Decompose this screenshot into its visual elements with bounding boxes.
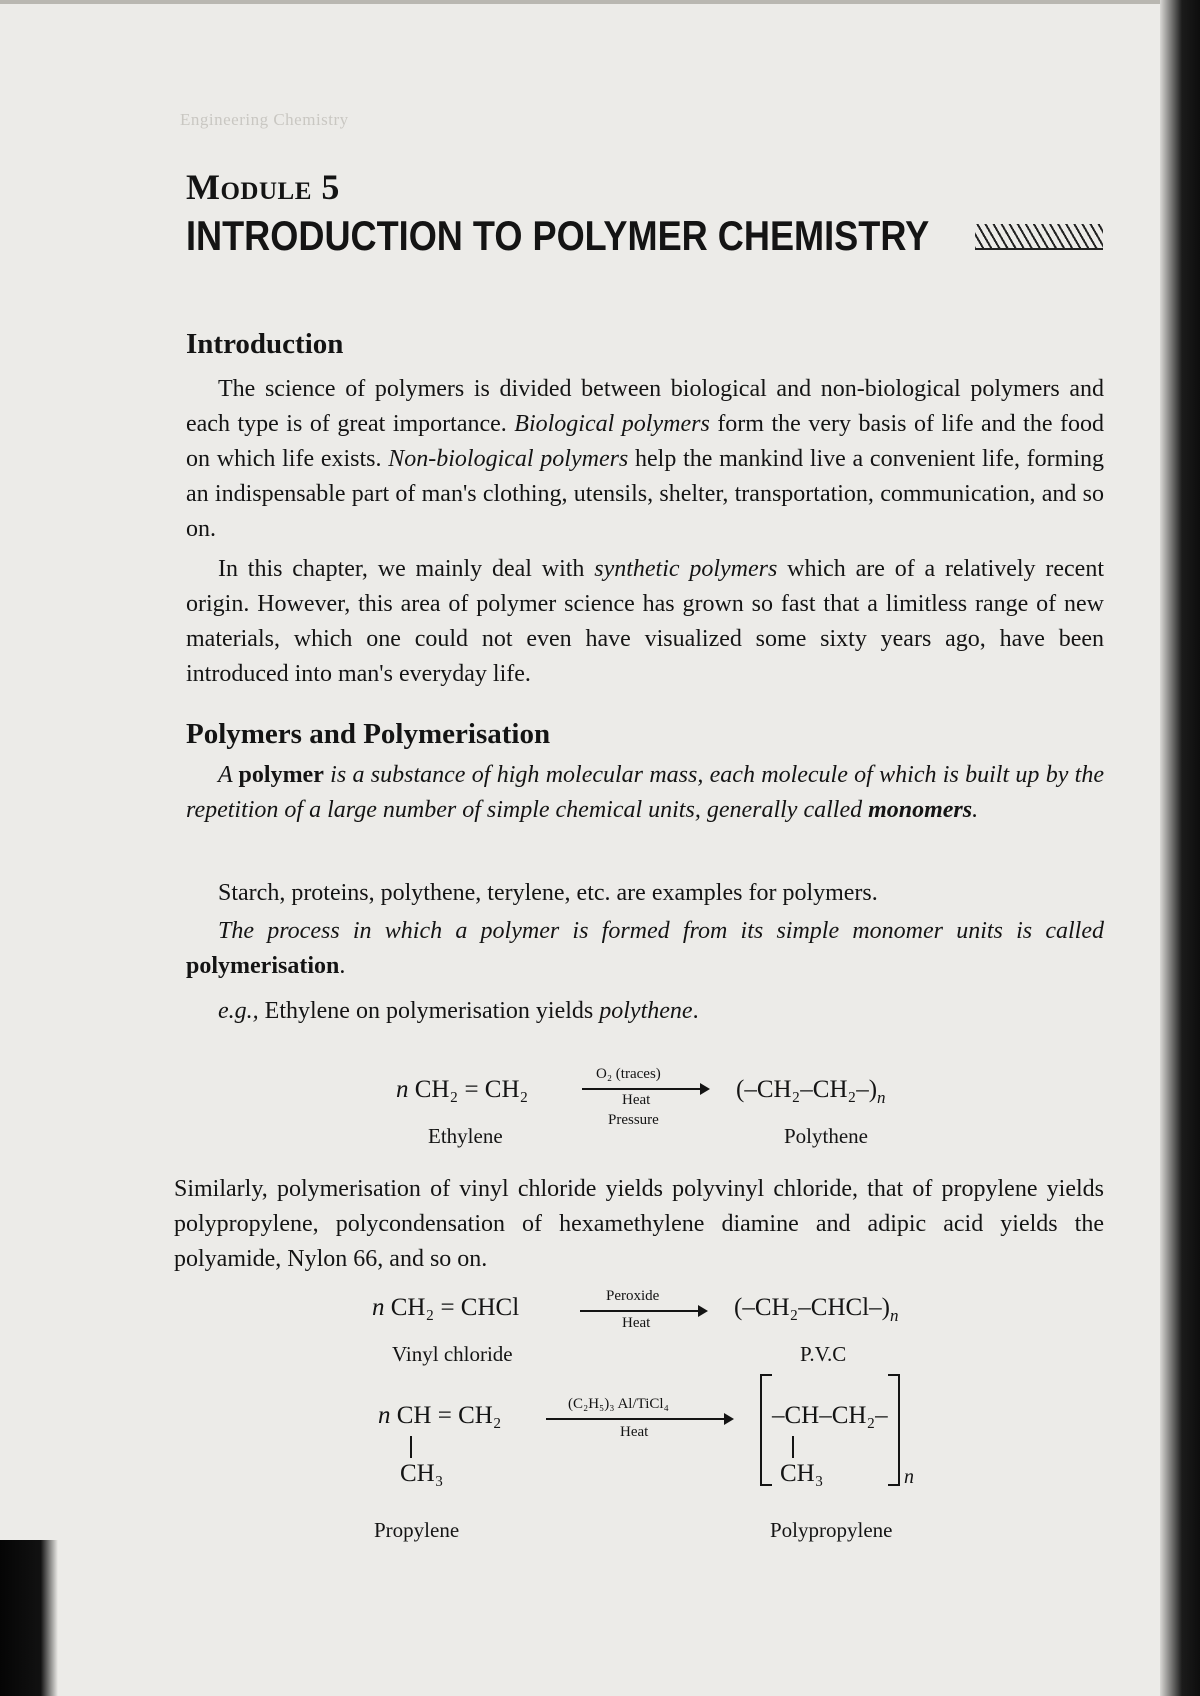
product-branch: CH₃ — [780, 1460, 824, 1487]
subscript: n — [889, 1306, 899, 1325]
product-formula — [736, 1076, 886, 1108]
intro-paragraph-2 — [186, 552, 1104, 692]
coefficient: n — [378, 1402, 391, 1429]
similarly-paragraph: Similarly, polymerisation of vinyl chloride yields polyvinyl chloride, that of propylene yields polypropylene, polycondensation of hexamethylene diamine and adipic acid yields the polyamide, Nylon 66, and so on. — [174, 1176, 1104, 1272]
text-run: The science of polymers is divided between biological and non-biological polymers and each type is of great importance. — [186, 376, 1104, 437]
reactant-branch: CH₃ — [400, 1460, 444, 1487]
text-run: polythene — [599, 998, 693, 1024]
reactant-formula — [372, 1294, 519, 1322]
formula: (–CH₂–CHCl–) — [734, 1294, 890, 1321]
text-run: help the mankind live a convenient life, forming an indispensable part of man's clothing, utensils, shelter, transportation, communication, and so on. — [186, 446, 1104, 542]
term-biological-polymers: Biological polymers — [514, 411, 710, 437]
product-name: Polypropylene — [770, 1518, 893, 1542]
condition-peroxide: Peroxide — [606, 1288, 660, 1304]
condition-heat: Heat — [622, 1092, 651, 1108]
term-synthetic-polymers: synthetic polymers — [594, 556, 778, 582]
text-run: form the very basis of life and the food on which life exists. — [186, 411, 1105, 472]
example-sentence — [186, 994, 1104, 1029]
formula: (–CH₂–CH₂–) — [736, 1076, 878, 1103]
product-name: P.V.C — [800, 1342, 847, 1366]
condition-catalyst: (C₂H₅)₃ Al/TiCl₄ — [568, 1396, 669, 1412]
text-run: . — [972, 797, 979, 823]
text-run: In this chapter, we mainly deal with — [218, 556, 595, 582]
polymer-definition — [186, 758, 1104, 828]
product-formula — [734, 1294, 898, 1326]
product-formula: –CH–CH₂– — [772, 1402, 888, 1429]
subscript: n — [877, 1088, 886, 1107]
section-heading-polymers: Polymers and Polymerisation — [186, 718, 551, 750]
text-run: The process in which a polymer is formed from its simple monomer units is called — [218, 918, 1104, 944]
term-non-biological-polymers: Non-biological polymers — [388, 446, 629, 472]
term-monomers: monomers — [868, 797, 973, 823]
reaction-arrow — [580, 1310, 706, 1312]
text-run: A — [218, 762, 239, 788]
coefficient: n — [372, 1294, 385, 1321]
coefficient: n — [396, 1076, 409, 1103]
branch-bond — [792, 1436, 794, 1458]
running-head: Engineering Chemistry — [180, 110, 349, 129]
bracket-left — [760, 1374, 772, 1486]
condition-pressure: Pressure — [608, 1112, 659, 1128]
text-run: . — [339, 953, 346, 979]
reactant-name: Ethylene — [428, 1124, 503, 1148]
intro-paragraph-1 — [186, 372, 1104, 547]
condition-catalyst: O₂ (traces) — [596, 1066, 661, 1082]
polymerisation-definition — [186, 914, 1104, 984]
reactant-name: Vinyl chloride — [392, 1342, 513, 1366]
top-divider — [0, 0, 1160, 4]
examples-sentence: Starch, proteins, polythene, terylene, etc. are examples for polymers. — [218, 880, 878, 906]
repeat-subscript: n — [904, 1466, 914, 1488]
reactant-formula — [396, 1076, 528, 1104]
reaction-arrow — [546, 1418, 732, 1420]
text-run: is a substance of high molecular mass, each molecule of which is built up by the repetition of a large number of simple chemical units, generally called — [186, 762, 1105, 823]
binding-shadow — [0, 1540, 58, 1696]
term-polymer: polymer — [238, 762, 324, 788]
formula: CH₂ = CHCl — [384, 1294, 520, 1321]
condition-heat: Heat — [620, 1424, 649, 1440]
condition-heat: Heat — [622, 1315, 651, 1331]
text-run: . — [692, 998, 699, 1024]
term-polymerisation: polymerisation — [186, 953, 340, 979]
page-edge-shadow — [1160, 0, 1200, 1696]
branch-bond — [410, 1436, 412, 1458]
chapter-title: INTRODUCTION TO POLYMER CHEMISTRY — [186, 212, 930, 259]
reactant-formula — [378, 1402, 502, 1430]
bracket-right — [888, 1374, 900, 1486]
title-ornament — [975, 224, 1103, 250]
text-run: e.g., — [218, 998, 259, 1024]
module-label: Module 5 — [186, 167, 340, 207]
formula: CH = CH₂ — [390, 1402, 502, 1429]
reaction-arrow — [582, 1088, 708, 1090]
text-run: Ethylene on polymerisation yields — [258, 998, 600, 1024]
text-run: which are of a relatively recent origin. However, this area of polymer science has grown so fast that a limitless range of new materials, which one could not even have visualized some sixty years ago, have been introduced into man's everyday life. — [186, 556, 1104, 687]
product-name: Polythene — [784, 1124, 868, 1148]
section-heading-introduction: Introduction — [186, 328, 344, 360]
formula: CH₂ = CH₂ — [408, 1076, 529, 1103]
reactant-name: Propylene — [374, 1518, 460, 1542]
